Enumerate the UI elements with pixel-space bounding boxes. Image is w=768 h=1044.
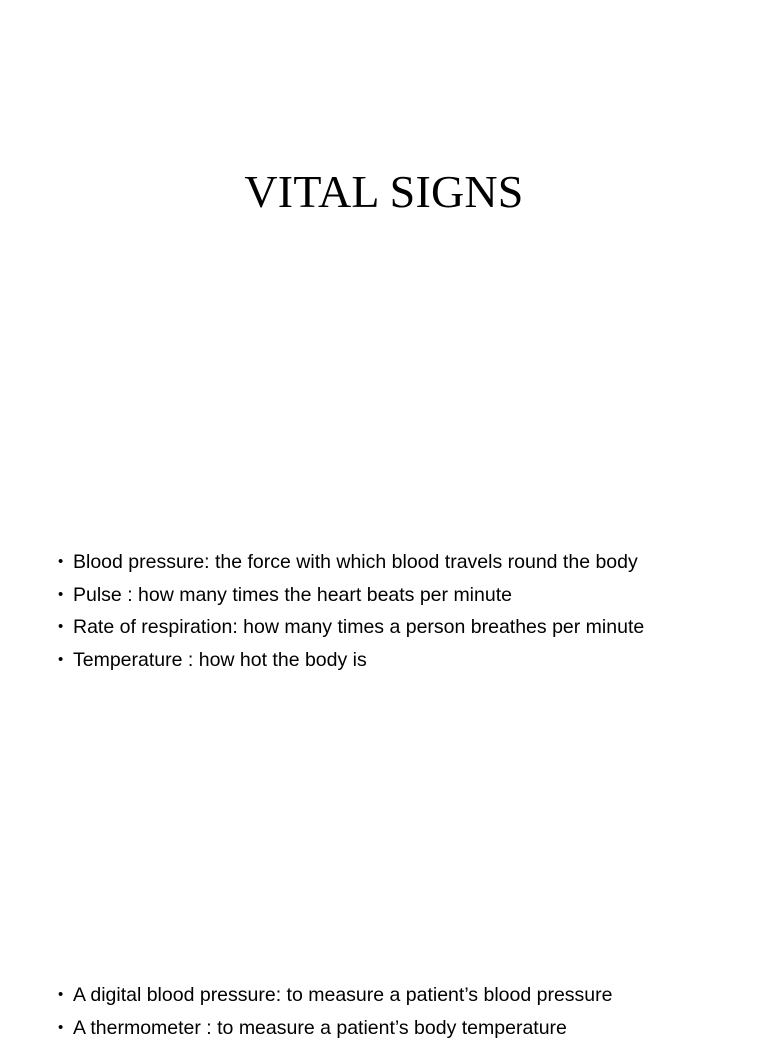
bullet-icon: •: [58, 979, 63, 1012]
list-item: [58, 579, 644, 612]
bullet-icon: •: [58, 644, 63, 677]
vital-signs-list: [58, 546, 644, 676]
list-item-text: A thermometer : to measure a patient’s body temperature: [73, 1017, 567, 1039]
list-item-text: Rate of respiration: how many times a person breathes per minute: [73, 616, 644, 638]
list-item-text: A digital blood pressure: to measure a patient’s blood pressure: [73, 984, 612, 1006]
list-item-text: Temperature : how hot the body is: [73, 649, 367, 671]
slide-title: VITAL SIGNS: [0, 164, 768, 220]
list-item: [58, 546, 644, 579]
list-item: [58, 611, 644, 644]
list-item-text: Pulse : how many times the heart beats per minute: [73, 584, 512, 606]
list-item: [58, 1012, 612, 1044]
bullet-icon: •: [58, 579, 63, 612]
bullet-icon: •: [58, 611, 63, 644]
list-item: [58, 979, 612, 1012]
list-item-text: Blood pressure: the force with which blood travels round the body: [73, 551, 638, 573]
equipment-list: [58, 979, 612, 1044]
bullet-icon: •: [58, 1012, 63, 1044]
bullet-icon: •: [58, 546, 63, 579]
list-item: [58, 644, 644, 677]
